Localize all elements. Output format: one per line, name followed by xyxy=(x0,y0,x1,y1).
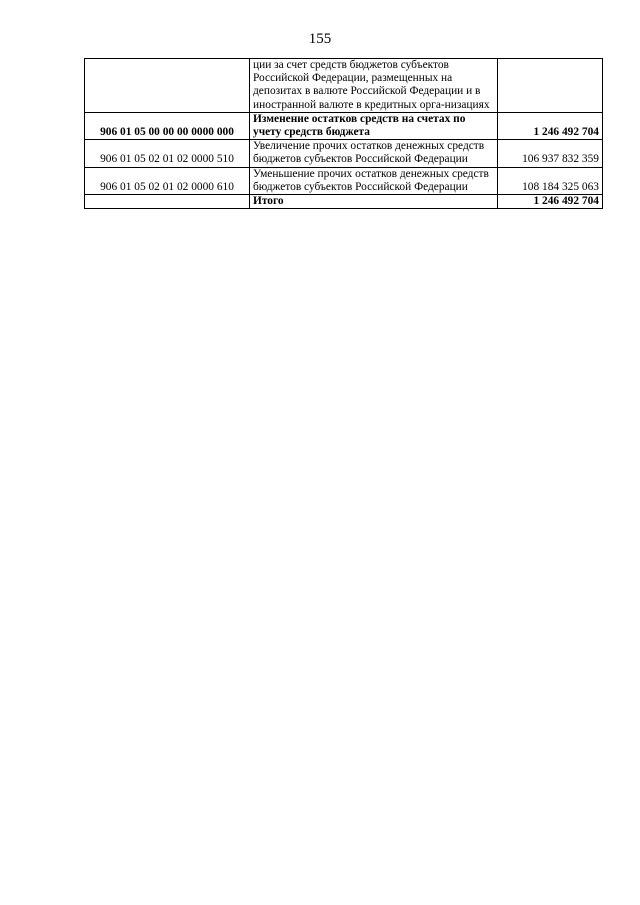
table-row-total xyxy=(85,195,603,209)
code-cell: 906 01 05 00 00 00 0000 000 xyxy=(85,112,250,139)
amount-cell: 106 937 832 359 xyxy=(498,140,603,167)
code-cell: 906 01 05 02 01 02 0000 510 xyxy=(85,140,250,167)
total-label-cell: Итого xyxy=(250,195,498,209)
code-cell xyxy=(85,59,250,113)
name-cell: ции за счет средств бюджетов субъектов Российской Федерации, размещенных на депозитах в валюте Российской Федерации и в иностранной валюте в кредитных орга-низациях xyxy=(250,59,498,113)
name-cell: Увеличение прочих остатков денежных средств бюджетов субъектов Российской Федерации xyxy=(250,140,498,167)
page-number: 155 xyxy=(308,31,332,47)
code-cell: 906 01 05 02 01 02 0000 610 xyxy=(85,167,250,194)
table-row xyxy=(85,167,603,194)
table-row xyxy=(85,59,603,113)
name-cell: Изменение остатков средств на счетах по учету средств бюджета xyxy=(250,112,498,139)
amount-cell: 1 246 492 704 xyxy=(498,112,603,139)
table-row xyxy=(85,112,603,139)
name-cell: Уменьшение прочих остатков денежных средств бюджетов субъектов Российской Федерации xyxy=(250,167,498,194)
total-amount-cell: 1 246 492 704 xyxy=(498,195,603,209)
amount-cell: 108 184 325 063 xyxy=(498,167,603,194)
budget-sources-table xyxy=(84,58,603,209)
table-row xyxy=(85,140,603,167)
code-cell xyxy=(85,195,250,209)
amount-cell xyxy=(498,59,603,113)
